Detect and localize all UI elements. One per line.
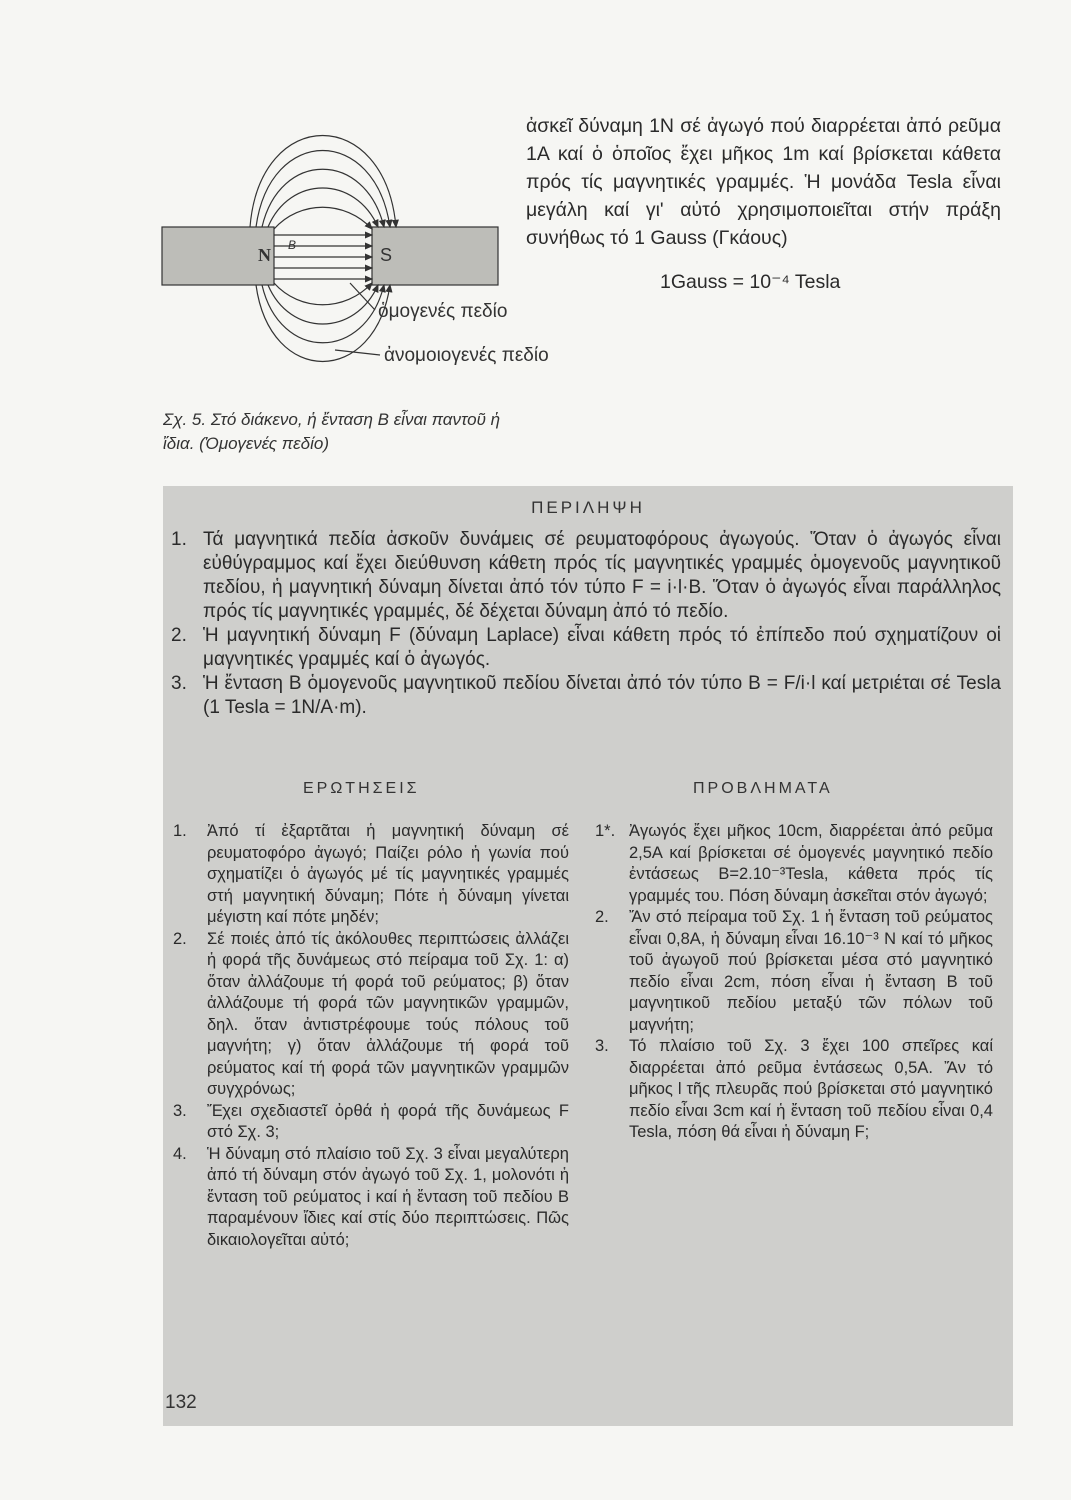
problems-list: [595, 821, 993, 1144]
questions-title: ΕΡΩΤΗΣΕΙΣ: [303, 780, 420, 797]
south-label: S: [380, 245, 393, 265]
figure-caption: Σχ. 5. Στό διάκενο, ἡ ἔνταση B εἶναι παντοῦ ἡ ἴδια. (Ὁμογενές πεδίο): [163, 410, 501, 453]
question-item: 4. Ἡ δύναμη στό πλαίσιο τοῦ Σχ. 3 εἶναι μεγαλύτερη ἀπό τή δύναμη στόν ἀγωγό τοῦ Σχ. 1, μολονότι ἡ ἔνταση τοῦ ρεύματος i καί ἡ ἔνταση τοῦ πεδίου B παραμένουν ἴδιες καί στίς δύο περιπτώσεις. Πῶς δικαιολογεῖται αὐτό;: [173, 1144, 569, 1249]
summary-title: ΠΕΡΙΛΗΨΗ: [531, 498, 645, 517]
summary-item: 2. Ἡ μαγνητική δύναμη F (δύναμη Laplace) εἶναι κάθετη πρός τό ἐπίπεδο πού σχηματίζουν οἱ μαγνητικές γραμμές καί ὁ ἀγωγός.: [171, 625, 1001, 670]
problems-title: ΠΡΟΒΛΗΜΑΤΑ: [693, 780, 833, 797]
field-symbol: B: [288, 238, 297, 252]
intro-paragraph: [526, 112, 1001, 252]
gauss-formula: 1Gauss = 10⁻⁴ Tesla: [660, 271, 841, 293]
question-item: 1. Ἀπό τί ἐξαρτᾶται ἡ μαγνητική δύναμη σέ ρευματοφόρο ἀγωγό; Παίζει ρόλο ἡ γωνία πού σχηματίζει ὁ ἀγωγός μέ τίς μαγνητικές γραμμές στή μαγνητική δύναμη; Πότε ἡ δύναμη γίνεται μέγιστη καί πότε μηδέν;: [173, 822, 569, 926]
uniform-field-label: ὁμογενές πεδίο: [378, 301, 508, 322]
intro-text: ἀσκεῖ δύναμη 1N σέ ἀγωγό πού διαρρέεται ἀπό ρεῦμα 1A καί ὁ ὁποῖος ἔχει μῆκος 1m καί βρίσκεται κάθετα πρός τίς μαγνητικές γραμμές. Ἡ μονάδα Tesla εἶναι μεγάλη καί γι' αὐτό χρησιμοποιεῖται στήν πράξη συνήθως τό 1 Gauss (Γκάους): [526, 115, 1001, 249]
question-item: 3. Ἔχει σχεδιαστεῖ ὀρθά ἡ φορά τῆς δυνάμεως F στό Σχ. 3;: [173, 1101, 569, 1141]
page-number: 132: [165, 1392, 197, 1413]
magnet-figure: [150, 105, 570, 395]
summary-box: [163, 486, 1013, 1426]
nonuniform-field-label: ἀνομοιογενές πεδίο: [384, 345, 549, 366]
summary-item: 3. Ἡ ἔνταση B ὁμογενοῦς μαγνητικοῦ πεδίου δίνεται ἀπό τόν τύπο B = F/i·l καί μετριέται σέ Tesla (1 Tesla = 1N/A·m).: [171, 673, 1001, 718]
problem-item: 1*. Ἀγωγός ἔχει μῆκος 10cm, διαρρέεται ἀπό ρεῦμα 2,5A καί βρίσκεται σέ ὁμογενές μαγνητικό πεδίο ἐντάσεως B=2.10⁻³Tesla, κάθετα πρός τίς γραμμές του. Πόση δύναμη ἀσκεῖται στόν ἀγωγό;: [595, 822, 993, 905]
question-item: 2. Σέ ποιές ἀπό τίς ἀκόλουθες περιπτώσεις ἀλλάζει ἡ φορά τῆς δυνάμεως στό πείραμα τοῦ Σχ. 1: α) ὅταν ἀλλάζουμε τή φορά τοῦ ρεύματος; β) ὅταν ἀλλάζουμε τή φορά τῶν μαγνητικῶν γραμμῶν, δηλ. ὅταν ἀντιστρέφουμε τούς πόλους τοῦ μαγνήτη; γ) ὅταν ἀλλάζουμε τή φορά τοῦ ρεύματος καί τή φορά τῶν μαγνητικῶν γραμμῶν συγχρόνως;: [173, 929, 569, 1098]
north-label: N: [258, 245, 271, 265]
summary-list: [171, 528, 1001, 720]
summary-item: 1. Τά μαγνητικά πεδία ἀσκοῦν δυνάμεις σέ ρευματοφόρους ἀγωγούς. Ὅταν ὁ ἀγωγός εἶναι εὐθύγραμμος καί ἔχει διεύθυνση κάθετη πρός τίς μαγνητικές γραμμές ὁμογενοῦς μαγνητικοῦ πεδίου, ἡ μαγνητική δύναμη δίνεται ἀπό τόν τύπο F = i·l·B. Ὅταν ὁ ἀγωγός εἶναι παράλληλος πρός τίς μαγνητικές γραμμές, δέ δέχεται δύναμη ἀπό τό πεδίο.: [171, 529, 1001, 622]
problem-item: 3. Τό πλαίσιο τοῦ Σχ. 3 ἔχει 100 σπεῖρες καί διαρρέεται ἀπό ρεῦμα ἐντάσεως 0,5A. Ἄν τό μῆκος l τῆς πλευρᾶς πού βρίσκεται στό μαγνητικό πεδίο εἶναι 3cm καί ἡ ἔνταση τοῦ πεδίου εἶναι 0,4 Tesla, πόση θά εἶναι ἡ δύναμη F;: [595, 1037, 993, 1141]
questions-list: [173, 821, 569, 1251]
problem-item: 2. Ἄν στό πείραμα τοῦ Σχ. 1 ἡ ἔνταση τοῦ ρεύματος εἶναι 0,8A, ἡ δύναμη εἶναι 16.10⁻³ N καί τό μῆκος τοῦ ἀγωγοῦ πού βρίσκεται μέσα στό μαγνητικό πεδίο εἶναι 2cm, πόση εἶναι ἡ ἔνταση B τοῦ μαγνητικοῦ πεδίου μεταξύ τῶν πόλων τοῦ μαγνήτη;: [595, 908, 993, 1034]
